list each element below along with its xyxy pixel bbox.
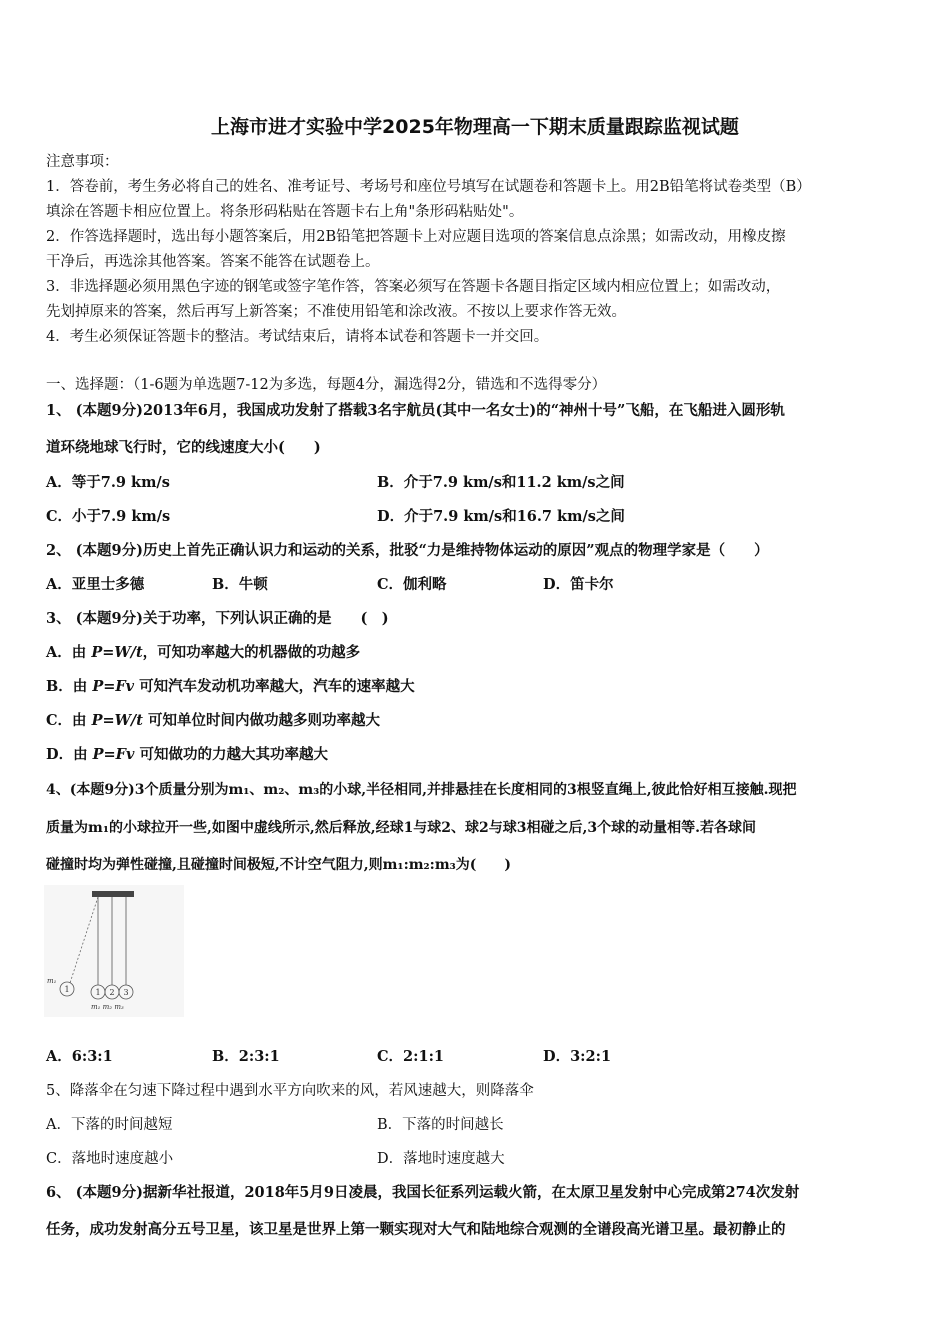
question-1-text-cont: 道环绕地球飞行时，它的线速度大小( ) bbox=[46, 439, 321, 456]
ball-2-label: 2 bbox=[109, 988, 115, 997]
mass-labels: m₁ m₂ m₃ bbox=[91, 1003, 124, 1011]
notice-item-1: 1．答卷前，考生务必将自己的姓名、准考证号、考场号和座位号填写在试题卷和答题卡上。用2B铅笔将试卷类型（B） bbox=[46, 179, 811, 195]
q4-option-b: B．2:3:1 bbox=[212, 1048, 280, 1065]
q3-option-b bbox=[46, 677, 415, 697]
q5-option-c: C．落地时速度越小 bbox=[46, 1151, 174, 1167]
question-6-text: 6、 (本题9分)据新华社报道，2018年5月9日凌晨，我国长征系列运载火箭，在太原卫星发射中心完成第274次发射 bbox=[46, 1184, 800, 1201]
pendulum-figure bbox=[44, 885, 184, 1017]
q2-option-b: B．牛顿 bbox=[212, 576, 268, 593]
q3-a-formula: P=W/t bbox=[91, 644, 143, 661]
q1-option-a: A．等于7.9 km/s bbox=[46, 474, 170, 491]
q3-b-text: 可知汽车发动机功率越大，汽车的速率越大 bbox=[134, 678, 415, 695]
question-2-text: 2、 (本题9分)历史上首先正确认识力和运动的关系，批驳“力是维持物体运动的原因”观点的物理学家是（ ） bbox=[46, 542, 769, 559]
notice-heading: 注意事项： bbox=[46, 154, 119, 170]
q2-option-c: C．伽利略 bbox=[377, 576, 447, 593]
q4-option-c: C．2:1:1 bbox=[377, 1048, 445, 1065]
q2-option-d: D．笛卡尔 bbox=[543, 576, 614, 593]
q3-d-formula: P=Fv bbox=[92, 746, 135, 763]
question-4-text: 4、(本题9分)3个质量分别为m₁、m₂、m₃的小球,半径相同,并排悬挂在长度相同的3根竖直绳上,彼此恰好相互接触.现把 bbox=[46, 782, 797, 798]
m1-label: m₁ bbox=[47, 977, 57, 985]
q3-c-prefix: C．由 bbox=[46, 712, 92, 729]
notice-item-2: 2．作答选择题时，选出每小题答案后，用2B铅笔把答题卡上对应题目选项的答案信息点涂黑；如需改动，用橡皮擦 bbox=[46, 229, 786, 245]
q3-a-text: ，可知功率越大的机器做的功越多 bbox=[142, 644, 361, 661]
ceiling-support bbox=[92, 891, 134, 897]
q3-a-prefix: A．由 bbox=[46, 644, 92, 661]
notice-item-2-cont: 干净后，再选涂其他答案。答案不能答在试题卷上。 bbox=[46, 254, 380, 270]
ball-3-label: 3 bbox=[123, 988, 129, 997]
q1-option-c: C．小于7.9 km/s bbox=[46, 508, 171, 525]
question-6-text-cont: 任务，成功发射高分五号卫星，该卫星是世界上第一颗实现对大气和陆地综合观测的全谱段高光谱卫星。最初静止的 bbox=[46, 1221, 786, 1238]
notice-item-3: 3．非选择题必须用黑色字迹的钢笔或签字笔作答，答案必须写在答题卡各题目指定区域内相应位置上；如需改动， bbox=[46, 279, 781, 295]
q5-option-a: A．下落的时间越短 bbox=[46, 1117, 173, 1133]
q2-option-a: A．亚里士多德 bbox=[46, 576, 145, 593]
section-heading: 一、选择题：（1-6题为单选题7-12为多选，每题4分，漏选得2分，错选和不选得零分） bbox=[46, 377, 607, 393]
notice-item-4: 4．考生必须保证答题卡的整洁。考试结束后，请将本试卷和答题卡一并交回。 bbox=[46, 329, 549, 345]
q3-option-c bbox=[46, 711, 380, 731]
q3-c-text: 可知单位时间内做功越多则功率越大 bbox=[142, 712, 380, 729]
q3-option-d bbox=[46, 745, 328, 765]
notice-item-1-cont: 填涂在答题卡相应位置上。将条形码粘贴在答题卡右上角"条形码粘贴处"。 bbox=[46, 204, 524, 220]
q3-b-prefix: B．由 bbox=[46, 678, 93, 695]
q1-option-b: B．介于7.9 km/s和11.2 km/s之间 bbox=[377, 474, 625, 491]
question-4-text-cont1: 质量为m₁的小球拉开一些,如图中虚线所示,然后释放,经球1与球2、球2与球3相碰之后,3个球的动量相等.若各球间 bbox=[46, 820, 757, 836]
q5-option-d: D．落地时速度越大 bbox=[377, 1151, 505, 1167]
q5-option-b: B．下落的时间越长 bbox=[377, 1117, 504, 1133]
q3-d-prefix: D．由 bbox=[46, 746, 93, 763]
q1-option-d: D．介于7.9 km/s和16.7 km/s之间 bbox=[377, 508, 625, 525]
q3-option-a bbox=[46, 643, 360, 663]
question-3-text: 3、 (本题9分)关于功率，下列认识正确的是 ( ) bbox=[46, 610, 389, 627]
question-5-text: 5、降落伞在匀速下降过程中遇到水平方向吹来的风，若风速越大，则降落伞 bbox=[46, 1083, 534, 1099]
q3-c-formula: P=W/t bbox=[91, 712, 143, 729]
ball-1-label: 1 bbox=[95, 988, 101, 997]
displaced-ball-label: 1 bbox=[64, 985, 70, 994]
q4-option-d: D．3:2:1 bbox=[543, 1048, 612, 1065]
question-1-text: 1、 (本题9分)2013年6月，我国成功发射了搭载3名宇航员(其中一名女士)的“神州十号”飞船，在飞船进入圆形轨 bbox=[46, 402, 785, 419]
page-title: 上海市进才实验中学2025年物理高一下期末质量跟踪监视试题 bbox=[211, 116, 739, 138]
q3-d-text: 可知做功的力越大其功率越大 bbox=[134, 746, 328, 763]
question-4-text-cont2: 碰撞时均为弹性碰撞,且碰撞时间极短,不计空气阻力,则m₁:m₂:m₃为( ) bbox=[46, 857, 512, 873]
figure-background bbox=[44, 885, 184, 1017]
q3-b-formula: P=Fv bbox=[92, 678, 135, 695]
notice-item-3-cont: 先划掉原来的答案，然后再写上新答案；不准使用铅笔和涂改液。不按以上要求作答无效。 bbox=[46, 304, 626, 320]
q4-option-a: A．6:3:1 bbox=[46, 1048, 113, 1065]
